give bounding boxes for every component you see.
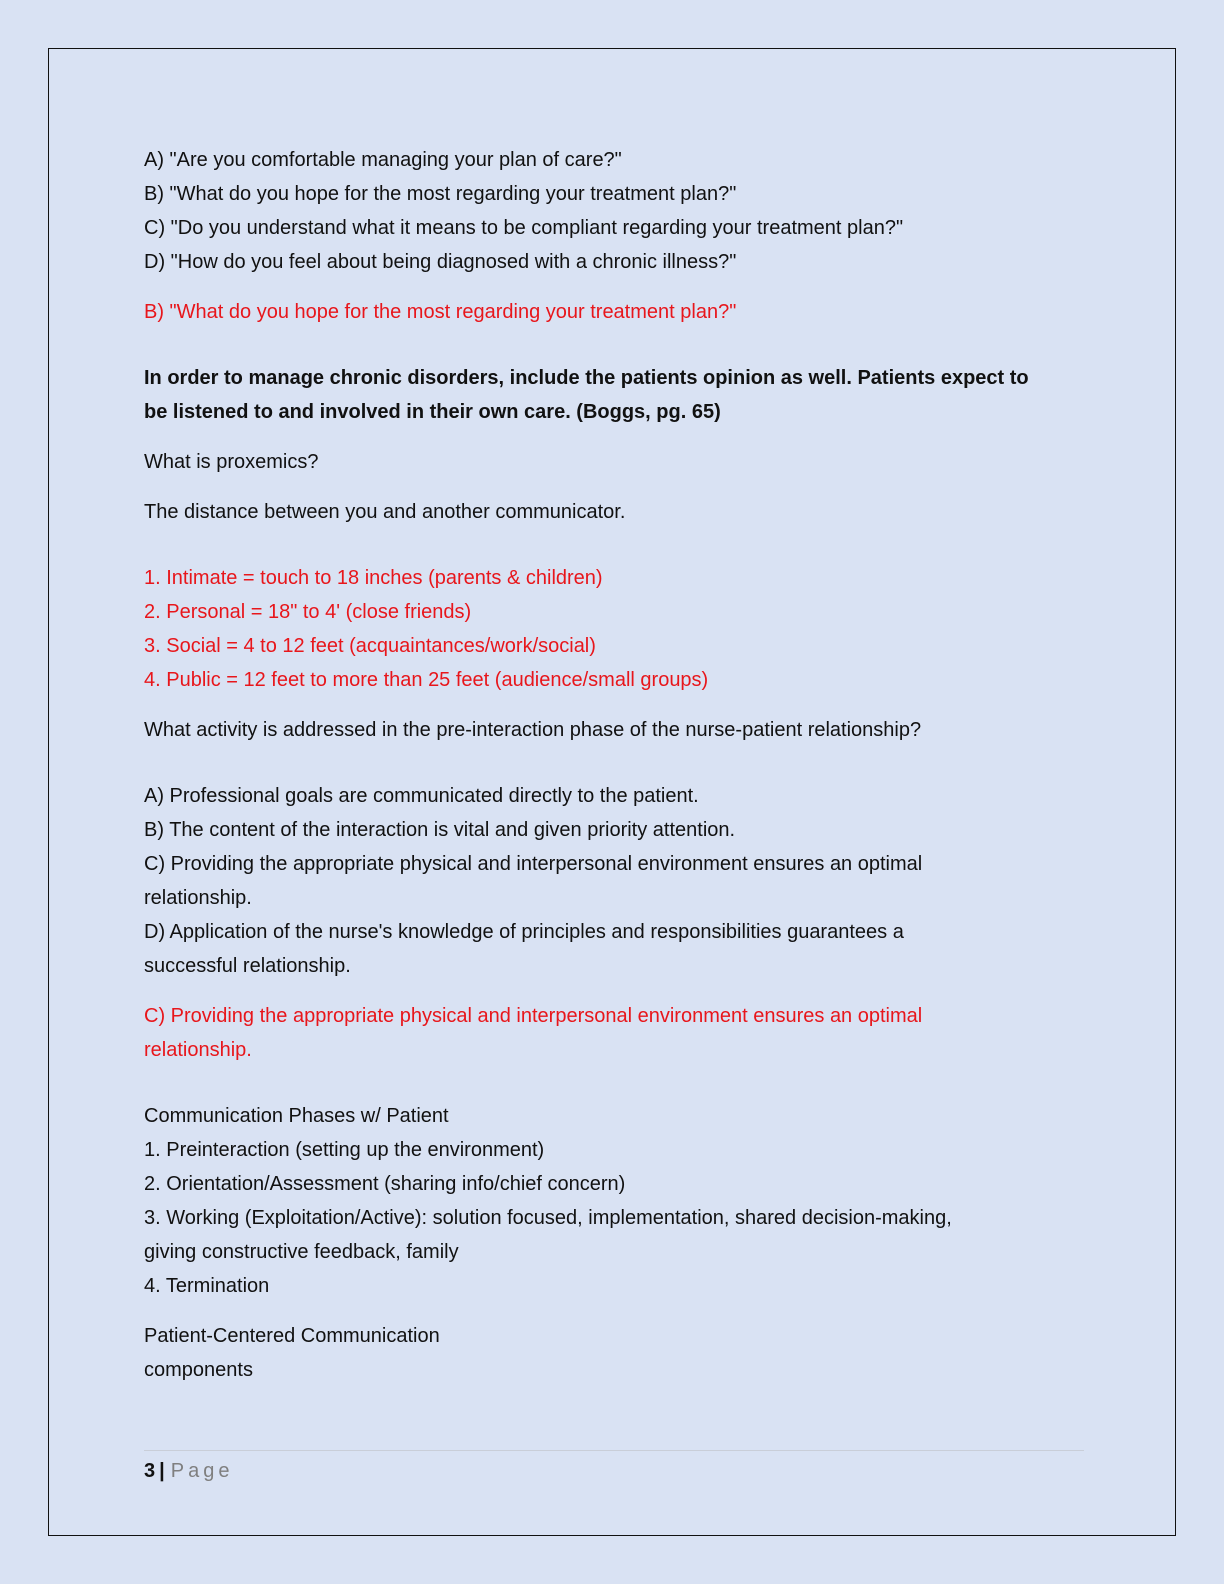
- question-2: What is proxemics?: [144, 451, 319, 473]
- option-d-continued: successful relationship.: [144, 955, 351, 977]
- list-item: 3. Social = 4 to 12 feet (acquaintances/work/social): [144, 635, 596, 657]
- list-item: 2. Personal = 18" to 4' (close friends): [144, 601, 472, 623]
- option-d: D) Application of the nurse's knowledge of principles and responsibilities guarantees a: [144, 921, 904, 943]
- proxemics-list: [144, 561, 1084, 697]
- footer-divider: [144, 1450, 1084, 1451]
- phase-item: 1. Preinteraction (setting up the environment): [144, 1139, 545, 1161]
- question-2-definition: The distance between you and another communicator.: [144, 501, 626, 523]
- option-a: A) Professional goals are communicated directly to the patient.: [144, 785, 699, 807]
- question-1-rationale: [144, 361, 1084, 429]
- rationale-line: be listened to and involved in their own care. (Boggs, pg. 65): [144, 401, 721, 423]
- phase-item: 4. Termination: [144, 1275, 270, 1297]
- pcc-subtitle: components: [144, 1359, 253, 1381]
- footer-separator: |: [159, 1460, 165, 1482]
- option-b: B) "What do you hope for the most regarding your treatment plan?": [144, 183, 737, 205]
- question-3: What activity is addressed in the pre-interaction phase of the nurse-patient relationship?: [144, 719, 922, 741]
- option-b: B) The content of the interaction is vital and given priority attention.: [144, 819, 736, 841]
- communication-phases: [144, 1099, 1084, 1303]
- page-label: Page: [170, 1460, 234, 1482]
- option-c: C) Providing the appropriate physical and interpersonal environment ensures an optimal: [144, 853, 923, 875]
- option-d: D) "How do you feel about being diagnosed with a chronic illness?": [144, 251, 737, 273]
- page-number: 3: [144, 1460, 156, 1482]
- page-footer: [144, 1456, 233, 1486]
- phase-item-continued: giving constructive feedback, family: [144, 1241, 459, 1263]
- pcc-title: Patient-Centered Communication: [144, 1325, 440, 1347]
- phase-item: 3. Working (Exploitation/Active): solution focused, implementation, shared decision-making,: [144, 1207, 952, 1229]
- patient-centered-communication: [144, 1319, 1084, 1387]
- question-1-options: [144, 143, 1084, 279]
- option-c: C) "Do you understand what it means to be compliant regarding your treatment plan?": [144, 217, 904, 239]
- answer-line: C) Providing the appropriate physical and interpersonal environment ensures an optimal: [144, 1005, 923, 1027]
- question-3-options: [144, 779, 1084, 983]
- question-3-answer: [144, 999, 1084, 1067]
- question-1-answer: B) "What do you hope for the most regarding your treatment plan?": [144, 301, 737, 323]
- phase-item: 2. Orientation/Assessment (sharing info/chief concern): [144, 1173, 626, 1195]
- option-a: A) "Are you comfortable managing your plan of care?": [144, 149, 622, 171]
- phases-title: Communication Phases w/ Patient: [144, 1105, 449, 1127]
- answer-line: relationship.: [144, 1039, 252, 1061]
- list-item: 4. Public = 12 feet to more than 25 feet (audience/small groups): [144, 669, 709, 691]
- list-item: 1. Intimate = touch to 18 inches (parents & children): [144, 567, 603, 589]
- document-body: [144, 143, 1084, 1387]
- rationale-line: In order to manage chronic disorders, include the patients opinion as well. Patients expect to: [144, 367, 1029, 389]
- option-c-continued: relationship.: [144, 887, 252, 909]
